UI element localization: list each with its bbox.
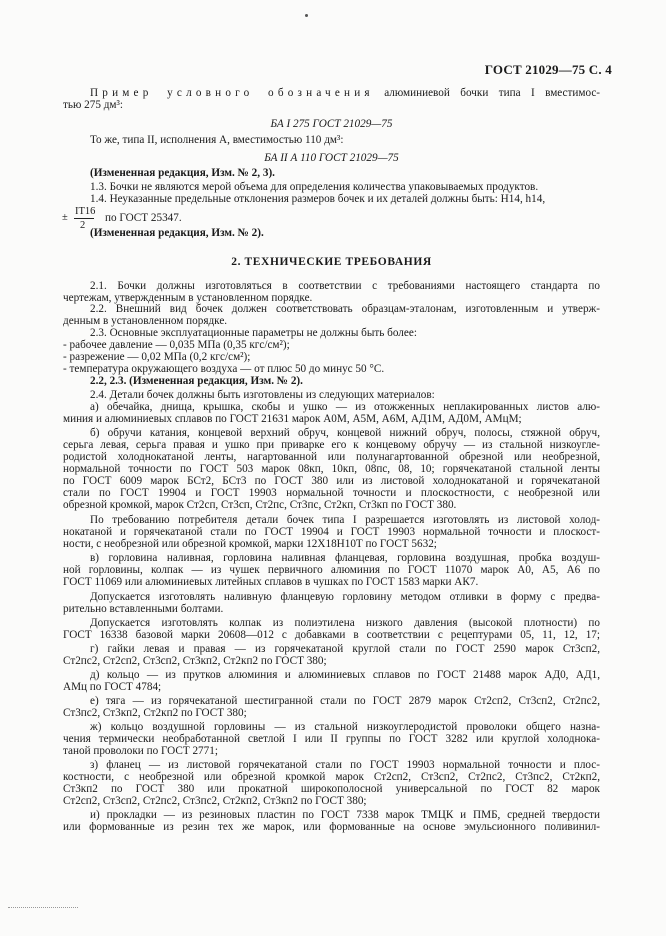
section-2-line: По требованию потребителя детали бочек типа I разрешается изготовлять из листовой холод- xyxy=(90,514,600,526)
section-2-line: Допускается изготовлять наливную фланцевую горловину методом отливки в форму с предва- xyxy=(90,591,600,603)
amendment-note-1: (Измененная редакция, Изм. № 2, 3). xyxy=(90,167,275,179)
section-2-line: АМц по ГОСТ 4784; xyxy=(63,681,162,693)
item-1-4: 1.4. Неуказанные предельные отклонения размеров бочек и их деталей должны быть: Н14, h14, xyxy=(90,193,546,205)
section-2-line: Ст2пс2, Ст2сп2, Ст3сп2, Ст3кп2, Ст2кп2 по ГОСТ 380; xyxy=(63,655,327,667)
fraction-tail: по ГОСТ 25347. xyxy=(105,212,182,224)
example-lead: Пример условного обозначения xyxy=(90,87,374,99)
section-2-line: нормальной точности по ГОСТ 503 марок 08кп, 10кп, 08пс, 08, 10; горячекатаной стальной ленты xyxy=(63,463,600,475)
section-2-line: - рабочее давление — 0,035 МПа (0,35 кгс/см²); xyxy=(63,339,290,351)
section-2-line: е) тяга — из горячекатаной шестигранной стали по ГОСТ 2879 марок Ст2сп2, Ст3сп2, Ст2пс2, xyxy=(90,695,600,707)
section-2-line: в) горловина наливная, горловина наливная фланцевая, горловина воздушная, пробка воздуш- xyxy=(90,552,600,564)
example-line-2: тью 275 дм³: xyxy=(63,99,123,111)
section-2-line: - разрежение — 0,02 МПа (0,2 кгс/см²); xyxy=(63,351,251,363)
section-2-line: д) кольцо — из прутков алюминия и алюминиевых сплавов по ГОСТ 21488 марок АД0, АД1, xyxy=(90,669,600,681)
section-2-line: Допускается изготовлять колпак из полиэтилена низкого давления (высокой плотности) по xyxy=(90,617,600,629)
item-1-3: 1.3. Бочки не являются мерой объема для определения количества упаковываемых продуктов. xyxy=(90,181,539,193)
section-2-line: по ГОСТ 6009 марок БСт2, БСт3 по ГОСТ 380 или из листовой холоднокатаной и горячекатаной xyxy=(63,475,600,487)
section-2-line: рительно вставленными болтами. xyxy=(63,603,224,615)
section-2-line: миния и алюминиевых сплавов по ГОСТ 21631 марок А0М, А5М, А6М, АД1М, АД0М, АМцМ; xyxy=(63,413,522,425)
section-2-line: ности, с необрезной или обрезной кромкой, марки 12Х18Н10Т по ГОСТ 5632; xyxy=(63,538,437,550)
section-2-line: стали по ГОСТ 19904 и ГОСТ 19903 нормальной точности и плоскостности, с необрезной или xyxy=(63,487,600,499)
section-2-line: Ст3пс2, Ст3кп2, Ст2кп2 по ГОСТ 380; xyxy=(63,707,247,719)
section-2-line: ж) кольцо воздушной горловины — из стальной низкоуглеродистой проволоки общего назна- xyxy=(90,721,600,733)
speck-mark xyxy=(305,14,308,17)
section-2-line: ГОСТ 11069 или алюминиевых литейных сплавов в чушках по ГОСТ 1583 марки АК7. xyxy=(63,576,479,588)
example-line-3: То же, типа II, исполнения А, вместимостью 110 дм³: xyxy=(90,134,344,146)
section-2-line: г) гайки левая и правая — из горячекатаной круглой стали по ГОСТ 2590 марок Ст3сп2, xyxy=(90,643,600,655)
fraction-bar xyxy=(74,218,94,219)
section-2-line: таной проволоки по ГОСТ 2771; xyxy=(63,745,218,757)
page-header: ГОСТ 21029—75 С. 4 xyxy=(484,62,612,77)
section-2-line: обрезной кромкой, марок Ст2сп, Ст3сп, Ст2пс, Ст3пс, Ст2кп, Ст3кп по ГОСТ 380. xyxy=(63,499,457,511)
margin-mark xyxy=(8,907,78,910)
section-2-line: а) обечайка, днища, крышка, скобы и ушко — из отожженных неплакированных листов алю- xyxy=(90,401,600,413)
section-2-line: з) фланец — из листовой горячекатаной стали по ГОСТ 19903 нормальной точности и плос- xyxy=(90,759,600,771)
section-2-line: 2.3. Основные эксплуатационные параметры не должны быть более: xyxy=(90,327,417,339)
section-2-line: нокатаной и горячекатаной стали по ГОСТ 19904 и ГОСТ 19903 нормальной точности и плоскост- xyxy=(63,526,600,538)
plus-minus-sign: ± xyxy=(62,212,68,223)
section-2-line: или формованные из резин тех же марок, или формованные на основе эмульсионного поливинил- xyxy=(63,821,600,833)
section-2-line: 2.2. Внешний вид бочек должен соответствовать образцам-эталонам, изготовленным и утверж- xyxy=(90,303,600,315)
designation-2: БА II А 110 ГОСТ 21029—75 xyxy=(264,152,399,164)
section-2-line: костности, с необрезной или обрезной кромкой марок Ст2сп2, Ст3сп2, Ст2пс2, Ст3пс2, Ст2кп2, xyxy=(63,771,600,783)
section-2-line: ной горловины, колпак — из чушек первичного алюминия по ГОСТ 11070 марок А0, А5, А6 по xyxy=(63,564,600,576)
section-2-line: Ст2сп2, Ст3сп2, Ст2пс2, Ст3пс2, Ст2кп2, Ст3кп2 по ГОСТ 380; xyxy=(63,795,367,807)
section-2-line: и) прокладки — из резиновых пластин по ГОСТ 7338 марок ТМЦК и ПМБ, средней твердости xyxy=(90,809,600,821)
section-2-line: серьга левая, серьга правая и ушко при приварке его к концевому обручу — из стальной низкоугле- xyxy=(63,439,600,451)
section-2-line: б) обручи катания, концевой верхний обруч, концевой нижний обруч, полосы, стяжной обруч, xyxy=(90,427,600,439)
fraction-numerator: IT16 xyxy=(75,206,96,217)
section-2-line: ГОСТ 16338 базовой марки 20608—012 с добавками в соответствии с рецептурами 05, 11, 12, 17; xyxy=(63,629,600,641)
section-2-line: - температура окружающего воздуха — от плюс 50 до минус 50 °С. xyxy=(63,363,385,375)
section-2-line: денным в установленном порядке. xyxy=(63,315,228,327)
section-heading: 2. ТЕХНИЧЕСКИЕ ТРЕБОВАНИЯ xyxy=(231,256,432,268)
designation-1: БА I 275 ГОСТ 21029—75 xyxy=(270,118,393,130)
example-line-1 xyxy=(90,87,600,100)
section-2-line: Ст3кп2 по ГОСТ 380 или прокатной широкополосной универсальной по ГОСТ 82 марок xyxy=(63,783,600,795)
fraction-denominator: 2 xyxy=(80,220,86,231)
section-2-line: родистой холоднокатаной ленты, нагартованной или полунагартованной обрезной или необрезной, xyxy=(63,451,600,463)
section-2-line: чения термически необработанной светлой I или II группы по ГОСТ 3282 или круглой холоднока- xyxy=(63,733,600,745)
section-2-line: 2.1. Бочки должны изготовляться в соответствии с требованиями настоящего стандарта по xyxy=(90,280,600,292)
section-2-line: чертежам, утвержденным в установленном порядке. xyxy=(63,292,313,304)
example-rest: алюминиевой бочки типа I вместимос- xyxy=(384,87,601,99)
section-2-line: 2.4. Детали бочек должны быть изготовлены из следующих материалов: xyxy=(90,389,435,401)
section-2-line: 2.2, 2.3. (Измененная редакция, Изм. № 2). xyxy=(90,375,303,387)
amendment-note-2: (Измененная редакция, Изм. № 2). xyxy=(90,227,264,239)
